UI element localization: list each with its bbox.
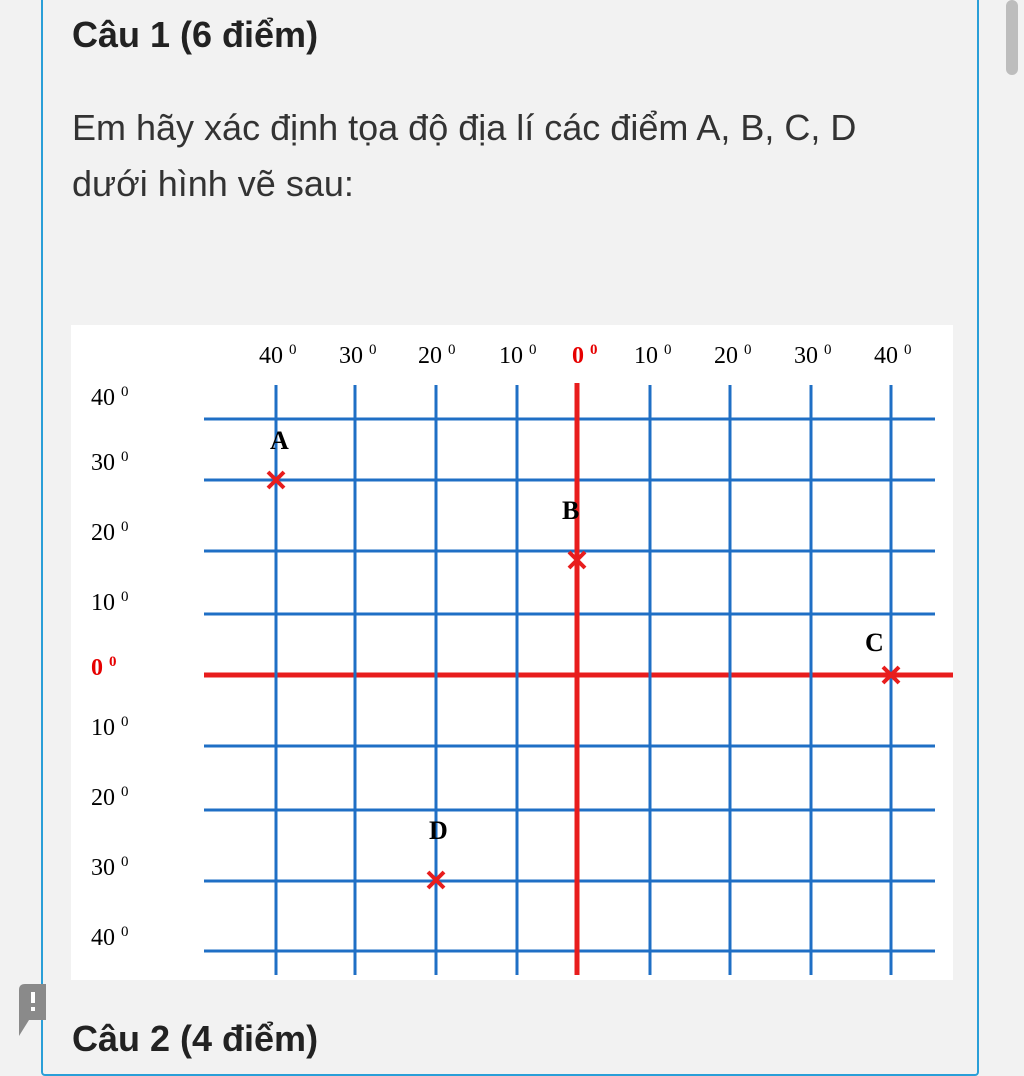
longitude-tick-label: 40 $^0$ [259, 342, 297, 369]
latitude-tick-label: 40 $^0$ [91, 384, 129, 411]
latitude-tick-label: 10 $^0$ [91, 714, 129, 741]
question-2-title: Câu 2 (4 điểm) [72, 1018, 319, 1059]
longitude-tick-label: 0 $^0$ [572, 342, 598, 369]
scrollbar-thumb[interactable] [1006, 0, 1018, 75]
point-label-d: D [429, 816, 448, 845]
longitude-tick-label: 30 $^0$ [794, 342, 832, 369]
latitude-tick-label: 20 $^0$ [91, 784, 129, 811]
longitude-tick-label: 10 $^0$ [634, 342, 672, 369]
latitude-tick-label: 0 $^0$ [91, 654, 117, 681]
latitude-tick-label: 10 $^0$ [91, 589, 129, 616]
question-1-text: Em hãy xác định tọa độ địa lí các điểm A, B, C, D dưới hình vẽ sau: [72, 107, 857, 204]
flag-icon[interactable] [19, 984, 46, 1036]
longitude-tick-label: 10 $^0$ [499, 342, 537, 369]
coordinate-grid-figure [71, 325, 953, 980]
longitude-tick-label: 20 $^0$ [714, 342, 752, 369]
point-label-b: B [562, 496, 580, 525]
latitude-tick-label: 30 $^0$ [91, 854, 129, 881]
latitude-tick-label: 40 $^0$ [91, 924, 129, 951]
point-label-a: A [270, 426, 289, 455]
latitude-tick-label: 30 $^0$ [91, 449, 129, 476]
longitude-tick-label: 30 $^0$ [339, 342, 377, 369]
latitude-tick-label: 20 $^0$ [91, 519, 129, 546]
coordinate-grid-svg [71, 325, 953, 980]
question-1-title: Câu 1 (6 điểm) [72, 14, 319, 55]
longitude-tick-label: 20 $^0$ [418, 342, 456, 369]
longitude-tick-label: 40 $^0$ [874, 342, 912, 369]
point-label-c: C [865, 628, 884, 657]
